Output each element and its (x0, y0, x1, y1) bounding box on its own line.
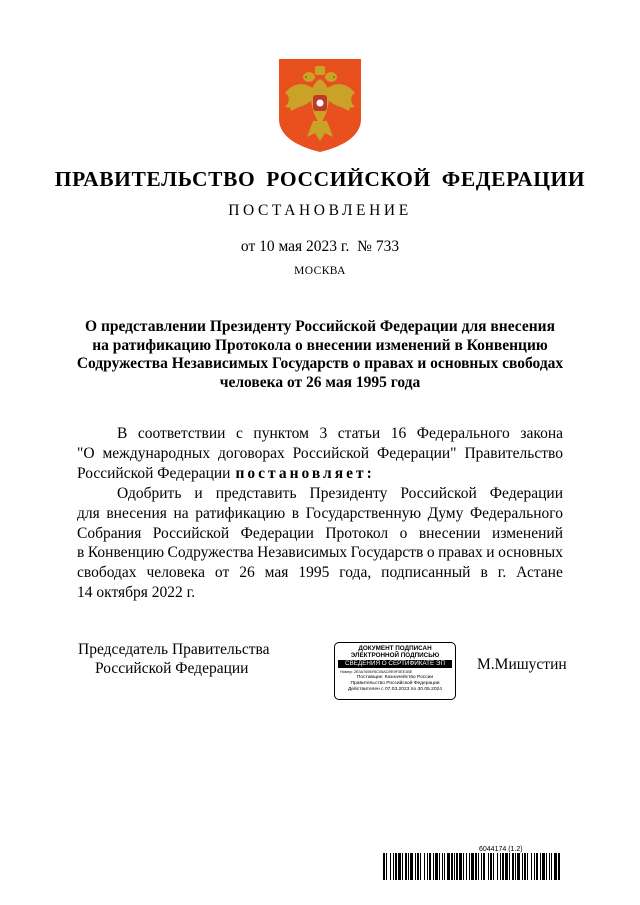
word: "О (77, 444, 95, 462)
barcode-bar (424, 853, 425, 880)
certificate-number: Номер: 2ЕЗА7698У5С05АОЛЕ9F3ЕЕ1ВЕ (340, 670, 413, 674)
word: Российской (400, 485, 477, 502)
word: Государств (350, 544, 424, 562)
word: Независимых (257, 544, 348, 562)
barcode-bar (408, 853, 409, 880)
word: Думу (427, 504, 464, 522)
body-paragraph-2 (77, 484, 563, 603)
signatory-name: М.Мишустин (477, 656, 567, 673)
word: Российской (292, 444, 370, 462)
barcode-bar (475, 853, 477, 880)
justified-line (77, 543, 563, 563)
russian-coat-of-arms-icon (277, 57, 363, 153)
justified-line (77, 444, 563, 464)
barcode-bar (444, 853, 445, 880)
word: 16 (390, 425, 407, 442)
barcode-bar (536, 853, 538, 880)
barcode-bar (505, 853, 508, 880)
subject-line: Содружества Независимых Государств о правах и основных свободах (76, 355, 564, 372)
word: ратификацию (195, 504, 286, 522)
barcode-bar (558, 853, 560, 880)
word: Астане (516, 564, 563, 582)
word: Российской (152, 524, 230, 542)
word: правах (438, 544, 483, 562)
barcode-bar (398, 853, 401, 880)
signatory-position-line: Председатель Правительства (78, 641, 270, 658)
word: подписанный (381, 564, 471, 582)
barcode-bar (490, 853, 492, 880)
barcode-bar (524, 853, 526, 880)
word: договорах (218, 444, 285, 462)
word: Федерации (240, 524, 314, 542)
barcode-bar (554, 853, 557, 880)
word: Конвенцию (87, 544, 165, 562)
barcode-bar (405, 853, 407, 880)
justified-line (77, 504, 563, 524)
barcode-bar (500, 853, 501, 880)
word: года, (339, 564, 372, 582)
word: Протокол (325, 524, 389, 542)
certificate-validity: Действителен с 07.03.2023 по 30.05.2024 (348, 687, 442, 692)
word: в (291, 504, 300, 522)
word: изменений (492, 524, 563, 542)
justified-line (77, 424, 563, 444)
barcode-bar (451, 853, 453, 880)
barcode-bar (410, 853, 413, 880)
word: Государственную (305, 504, 422, 522)
barcode-bar (386, 853, 387, 880)
document-subject (70, 318, 570, 392)
barcode-bar (534, 853, 535, 880)
barcode-bar (493, 853, 494, 880)
barcode-bar (488, 853, 489, 880)
barcode-bar (429, 853, 431, 880)
word: Президенту (309, 485, 388, 502)
barcode-bar (509, 853, 510, 880)
barcode-bar (542, 853, 545, 880)
word: в (480, 564, 488, 582)
word: свободах (77, 564, 137, 582)
justified-line (77, 563, 563, 583)
word: мая (264, 564, 289, 582)
document-date-number: от 10 мая 2023 г. № 733 (240, 238, 400, 255)
barcode-bar (471, 853, 474, 880)
barcode-bar (442, 853, 443, 880)
barcode-bar (459, 853, 462, 880)
barcode-bar (466, 853, 467, 880)
barcode-bar (456, 853, 458, 880)
word: Одобрить (117, 485, 182, 502)
stamp-title: ЭЛЕКТРОННОЙ ПОДПИСЬЮ (350, 652, 440, 659)
word: г. (497, 564, 507, 582)
body-paragraph-1 (77, 424, 563, 483)
subject-line: на ратификацию Протокола о внесении изменений в Конвенцию (92, 336, 548, 354)
word: Содружества (167, 544, 254, 562)
word: человека (146, 564, 205, 582)
word: Федерального (416, 425, 510, 442)
word: Собрания (77, 524, 142, 542)
barcode-bar (546, 853, 547, 880)
word: и (486, 544, 495, 562)
barcode-bar (417, 853, 419, 880)
barcode-bar (463, 853, 464, 880)
word: Федерации (489, 485, 563, 502)
word: в (77, 544, 85, 562)
barcode-bar (551, 853, 552, 880)
barcode-bar (531, 853, 532, 880)
word: для (77, 504, 100, 522)
barcode-bar (478, 853, 479, 880)
word: Правительство (464, 444, 563, 462)
subject-line: человека от 26 мая 1995 года (219, 373, 421, 391)
barcode-bar (427, 853, 428, 880)
word: внесении (418, 524, 481, 542)
electronic-signature-stamp (334, 642, 456, 700)
barcode-bar (512, 853, 514, 880)
word: Федерации" (376, 444, 457, 462)
word: представить (215, 485, 297, 502)
certificate-issuer: Правительство Российской Федерации (350, 681, 440, 686)
word: на (173, 504, 189, 522)
decision-word: постановляет: (235, 464, 375, 482)
subject-line: О представлении Президенту Российской Федерации для внесения (85, 318, 555, 335)
word: международных (102, 444, 211, 462)
barcode-bar (390, 853, 391, 880)
barcode-bar (433, 853, 434, 880)
barcode-bar (435, 853, 438, 880)
signatory-position (78, 640, 270, 678)
word: В (117, 425, 128, 442)
barcode-bar (540, 853, 541, 880)
word: с (236, 425, 243, 442)
coat-of-arms-icon (277, 57, 363, 153)
word: Федерального (469, 504, 563, 522)
stamp-title: ДОКУМЕНТ ПОДПИСАН (358, 645, 432, 652)
barcode-bar (527, 853, 528, 880)
government-title: ПРАВИТЕЛЬСТВО РОССИЙСКОЙ ФЕДЕРАЦИИ (54, 167, 586, 191)
body-text: 14 октября 2022 г. (77, 583, 196, 601)
barcode-bar (549, 853, 550, 880)
barcode-bar (395, 853, 397, 880)
barcode-bar (469, 853, 470, 880)
barcode-bar (454, 853, 455, 880)
barcode-bar (515, 853, 516, 880)
word: основных (498, 544, 563, 562)
barcode-bar (481, 853, 482, 880)
word: пунктом (253, 425, 309, 442)
word: 1995 (298, 564, 330, 582)
word: о (399, 524, 408, 542)
barcode-bar (502, 853, 504, 880)
word: внесения (106, 504, 167, 522)
body-line (77, 583, 563, 603)
word: 3 (319, 425, 328, 442)
justified-line (77, 524, 563, 544)
barcode (383, 853, 561, 880)
barcode-bar (393, 853, 394, 880)
word: закона (520, 425, 563, 442)
barcode-bar (497, 853, 498, 880)
barcode-label: 6044174 (1.2) (479, 846, 523, 853)
stamp-header-bar: СВЕДЕНИЯ О СЕРТИФИКАТЕ ЭП (338, 660, 452, 668)
barcode-bar (483, 853, 485, 880)
barcode-bar (402, 853, 403, 880)
word: статьи (337, 425, 381, 442)
barcode-bar (383, 853, 385, 880)
word: от (214, 564, 230, 582)
document-type: ПОСТАНОВЛЕНИЕ (228, 202, 412, 219)
barcode-bar (447, 853, 450, 880)
document-city: МОСКВА (294, 265, 346, 277)
barcode-bar (517, 853, 520, 880)
word: о (426, 544, 435, 562)
body-text: Российской Федерации (77, 464, 231, 482)
word: и (194, 485, 203, 502)
body-line (77, 464, 563, 484)
barcode-bar (439, 853, 440, 880)
signatory-position-line: Российской Федерации (95, 660, 249, 677)
word: 26 (239, 564, 255, 582)
barcode-bar (420, 853, 421, 880)
barcode-bar (522, 853, 523, 880)
justified-line (77, 484, 563, 504)
barcode-bar (415, 853, 416, 880)
certificate-issuer: Поставщик: Казначейство России (356, 675, 434, 680)
word: соответствии (137, 425, 226, 442)
